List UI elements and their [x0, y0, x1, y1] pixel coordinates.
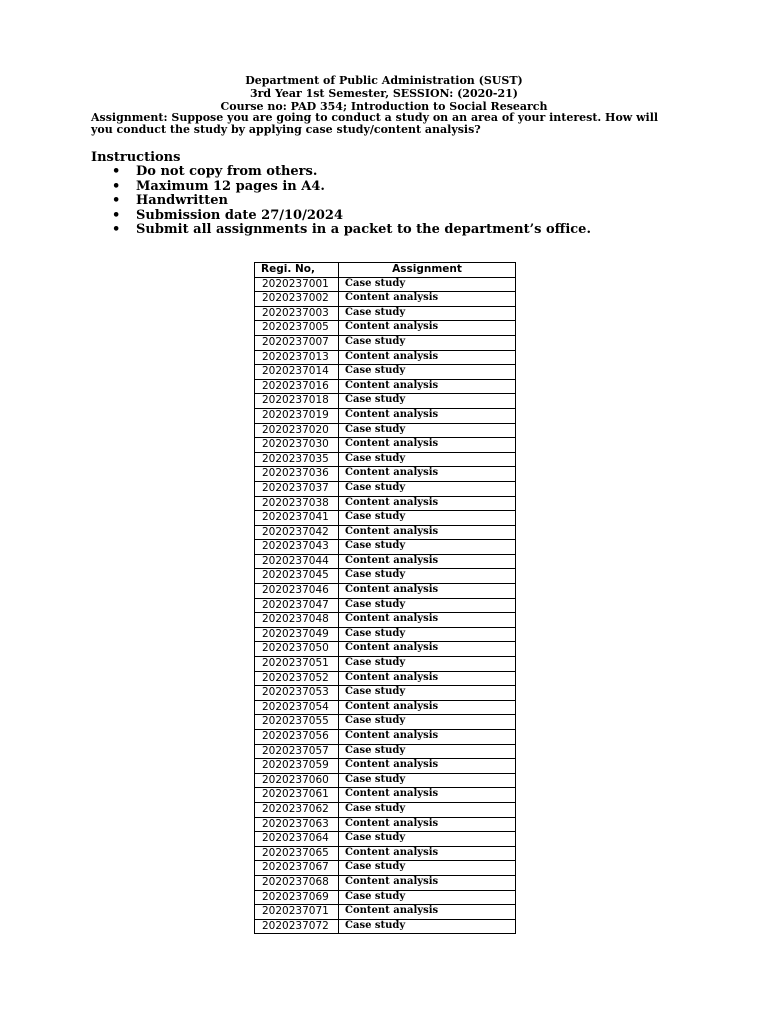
- table-row: [255, 452, 516, 467]
- regi-no-cell: 2020237046: [255, 584, 339, 599]
- table-row: [255, 715, 516, 730]
- assignment-type-cell: Content analysis: [339, 788, 516, 803]
- regi-no-cell: 2020237018: [255, 394, 339, 409]
- assignment-type-cell: Content analysis: [339, 846, 516, 861]
- assignment-type-cell: Content analysis: [339, 759, 516, 774]
- assignment-type-cell: Content analysis: [339, 817, 516, 832]
- regi-no-cell: 2020237048: [255, 613, 339, 628]
- regi-no-cell: 2020237030: [255, 438, 339, 453]
- regi-no-cell: 2020237016: [255, 379, 339, 394]
- table-row: [255, 335, 516, 350]
- assignment-type-cell: Content analysis: [339, 321, 516, 336]
- table-row: [255, 890, 516, 905]
- regi-no-cell: 2020237050: [255, 642, 339, 657]
- table-row: [255, 511, 516, 526]
- table-row: [255, 292, 516, 307]
- regi-no-cell: 2020237067: [255, 861, 339, 876]
- assignment-type-cell: Case study: [339, 511, 516, 526]
- table-row: [255, 832, 516, 847]
- table-header-row: [255, 263, 516, 278]
- assignment-type-cell: Content analysis: [339, 700, 516, 715]
- assignment-type-cell: Content analysis: [339, 379, 516, 394]
- regi-no-cell: 2020237056: [255, 730, 339, 745]
- table-row: [255, 481, 516, 496]
- assignment-type-cell: Case study: [339, 890, 516, 905]
- table-row: [255, 598, 516, 613]
- assignment-type-cell: Content analysis: [339, 875, 516, 890]
- regi-no-cell: 2020237062: [255, 802, 339, 817]
- instruction-item: [91, 194, 591, 209]
- assignment-type-cell: Case study: [339, 598, 516, 613]
- table-row: [255, 744, 516, 759]
- assignment-type-cell: Case study: [339, 832, 516, 847]
- table-row: [255, 759, 516, 774]
- assignment-type-cell: Content analysis: [339, 408, 516, 423]
- department-title: Department of Public Administration (SUST): [245, 74, 523, 87]
- regi-no-cell: 2020237047: [255, 598, 339, 613]
- regi-no-cell: 2020237019: [255, 408, 339, 423]
- assignment-type-cell: Content analysis: [339, 467, 516, 482]
- regi-no-cell: 2020237052: [255, 671, 339, 686]
- assignment-type-cell: Case study: [339, 686, 516, 701]
- regi-no-cell: 2020237069: [255, 890, 339, 905]
- assignment-type-cell: Case study: [339, 744, 516, 759]
- instruction-text: Handwritten: [136, 193, 228, 209]
- assignment-type-cell: Content analysis: [339, 438, 516, 453]
- table-row: [255, 773, 516, 788]
- regi-no-cell: 2020237003: [255, 306, 339, 321]
- assignment-type-cell: Case study: [339, 394, 516, 409]
- table-row: [255, 569, 516, 584]
- regi-no-cell: 2020237037: [255, 481, 339, 496]
- assignment-type-cell: Case study: [339, 452, 516, 467]
- regi-no-cell: 2020237038: [255, 496, 339, 511]
- assignment-type-cell: Case study: [339, 365, 516, 380]
- table-row: [255, 875, 516, 890]
- table-row: [255, 905, 516, 920]
- instruction-item: [91, 165, 591, 180]
- table-row: [255, 788, 516, 803]
- regi-no-cell: 2020237059: [255, 759, 339, 774]
- regi-no-cell: 2020237001: [255, 277, 339, 292]
- regi-no-cell: 2020237065: [255, 846, 339, 861]
- table-row: [255, 802, 516, 817]
- regi-no-cell: 2020237020: [255, 423, 339, 438]
- table-row: [255, 540, 516, 555]
- regi-no-cell: 2020237064: [255, 832, 339, 847]
- assignment-type-cell: Content analysis: [339, 671, 516, 686]
- table-row: [255, 365, 516, 380]
- regi-no-cell: 2020237057: [255, 744, 339, 759]
- instruction-text: Submit all assignments in a packet to the department’s office.: [136, 222, 591, 238]
- table-row: [255, 321, 516, 336]
- assignment-type-cell: Case study: [339, 861, 516, 876]
- regi-no-cell: 2020237014: [255, 365, 339, 380]
- regi-no-cell: 2020237049: [255, 627, 339, 642]
- instruction-item: [91, 209, 591, 224]
- regi-no-cell: 2020237054: [255, 700, 339, 715]
- regi-no-cell: 2020237007: [255, 335, 339, 350]
- table-row: [255, 394, 516, 409]
- assignment-type-cell: Content analysis: [339, 350, 516, 365]
- instruction-item: [91, 180, 591, 195]
- table-row: [255, 584, 516, 599]
- table-row: [255, 379, 516, 394]
- table-row: [255, 730, 516, 745]
- assignment-type-cell: Case study: [339, 802, 516, 817]
- regi-no-cell: 2020237036: [255, 467, 339, 482]
- instruction-item: [91, 223, 591, 238]
- table-row: [255, 861, 516, 876]
- assignment-type-cell: Content analysis: [339, 730, 516, 745]
- regi-no-cell: 2020237055: [255, 715, 339, 730]
- assignment-type-cell: Case study: [339, 306, 516, 321]
- bullet-icon: •: [112, 164, 121, 179]
- regi-no-cell: 2020237013: [255, 350, 339, 365]
- regi-no-header: Regi. No,: [255, 263, 339, 278]
- bullet-icon: •: [112, 178, 121, 194]
- assignment-type-cell: Content analysis: [339, 613, 516, 628]
- regi-no-cell: 2020237035: [255, 452, 339, 467]
- table-row: [255, 277, 516, 292]
- table-row: [255, 686, 516, 701]
- table-row: [255, 350, 516, 365]
- assignment-type-cell: Case study: [339, 540, 516, 555]
- regi-no-cell: 2020237042: [255, 525, 339, 540]
- regi-no-cell: 2020237045: [255, 569, 339, 584]
- assignment-type-cell: Case study: [339, 627, 516, 642]
- table-row: [255, 554, 516, 569]
- regi-no-cell: 2020237051: [255, 657, 339, 672]
- regi-no-cell: 2020237044: [255, 554, 339, 569]
- bullet-icon: •: [112, 207, 121, 223]
- assignment-type-cell: Content analysis: [339, 584, 516, 599]
- regi-no-cell: 2020237005: [255, 321, 339, 336]
- regi-no-cell: 2020237061: [255, 788, 339, 803]
- table-row: [255, 408, 516, 423]
- regi-no-cell: 2020237071: [255, 905, 339, 920]
- assignment-type-cell: Content analysis: [339, 554, 516, 569]
- semester-session: 3rd Year 1st Semester, SESSION: (2020-21): [249, 87, 519, 100]
- table-row: [255, 671, 516, 686]
- assignment-type-cell: Case study: [339, 773, 516, 788]
- table-row: [255, 525, 516, 540]
- instructions-list: [91, 165, 591, 238]
- regi-no-cell: 2020237072: [255, 919, 339, 934]
- course-title: Course no: PAD 354; Introduction to Social Research: [220, 100, 548, 113]
- table-row: [255, 423, 516, 438]
- instruction-text: Maximum 12 pages in A4.: [136, 178, 325, 194]
- assignment-type-cell: Case study: [339, 481, 516, 496]
- assignment-type-cell: Content analysis: [339, 292, 516, 307]
- instructions-heading: Instructions: [91, 150, 181, 165]
- table-body: [255, 277, 516, 934]
- table-row: [255, 613, 516, 628]
- table-row: [255, 496, 516, 511]
- bullet-icon: •: [112, 222, 121, 238]
- table-row: [255, 438, 516, 453]
- assignment-type-cell: Content analysis: [339, 642, 516, 657]
- assignment-prompt: Assignment: Suppose you are going to conduct a study on an area of your interest. How will you conduct the study by applying case study/content analysis?: [91, 111, 659, 136]
- assignment-type-cell: Case study: [339, 919, 516, 934]
- table-row: [255, 657, 516, 672]
- assignment-type-cell: Case study: [339, 657, 516, 672]
- regi-no-cell: 2020237043: [255, 540, 339, 555]
- assignment-type-cell: Case study: [339, 335, 516, 350]
- table-row: [255, 467, 516, 482]
- regi-no-cell: 2020237041: [255, 511, 339, 526]
- regi-no-cell: 2020237063: [255, 817, 339, 832]
- bullet-icon: •: [112, 193, 121, 209]
- regi-no-cell: 2020237060: [255, 773, 339, 788]
- assignment-type-cell: Case study: [339, 423, 516, 438]
- regi-no-cell: 2020237053: [255, 686, 339, 701]
- table-row: [255, 306, 516, 321]
- assignment-type-cell: Case study: [339, 277, 516, 292]
- assignment-header: Assignment: [339, 263, 516, 278]
- instruction-text: Submission date 27/10/2024: [136, 207, 344, 223]
- regi-no-cell: 2020237002: [255, 292, 339, 307]
- assignment-type-cell: Content analysis: [339, 525, 516, 540]
- assignment-table: [254, 262, 516, 934]
- table-row: [255, 919, 516, 934]
- table-row: [255, 627, 516, 642]
- table-row: [255, 817, 516, 832]
- assignment-type-cell: Content analysis: [339, 496, 516, 511]
- assignment-type-cell: Content analysis: [339, 905, 516, 920]
- table-row: [255, 846, 516, 861]
- regi-no-cell: 2020237068: [255, 875, 339, 890]
- document-header: [0, 74, 768, 113]
- instruction-text: Do not copy from others.: [136, 164, 318, 179]
- table-row: [255, 642, 516, 657]
- assignment-type-cell: Case study: [339, 715, 516, 730]
- assignment-type-cell: Case study: [339, 569, 516, 584]
- table-row: [255, 700, 516, 715]
